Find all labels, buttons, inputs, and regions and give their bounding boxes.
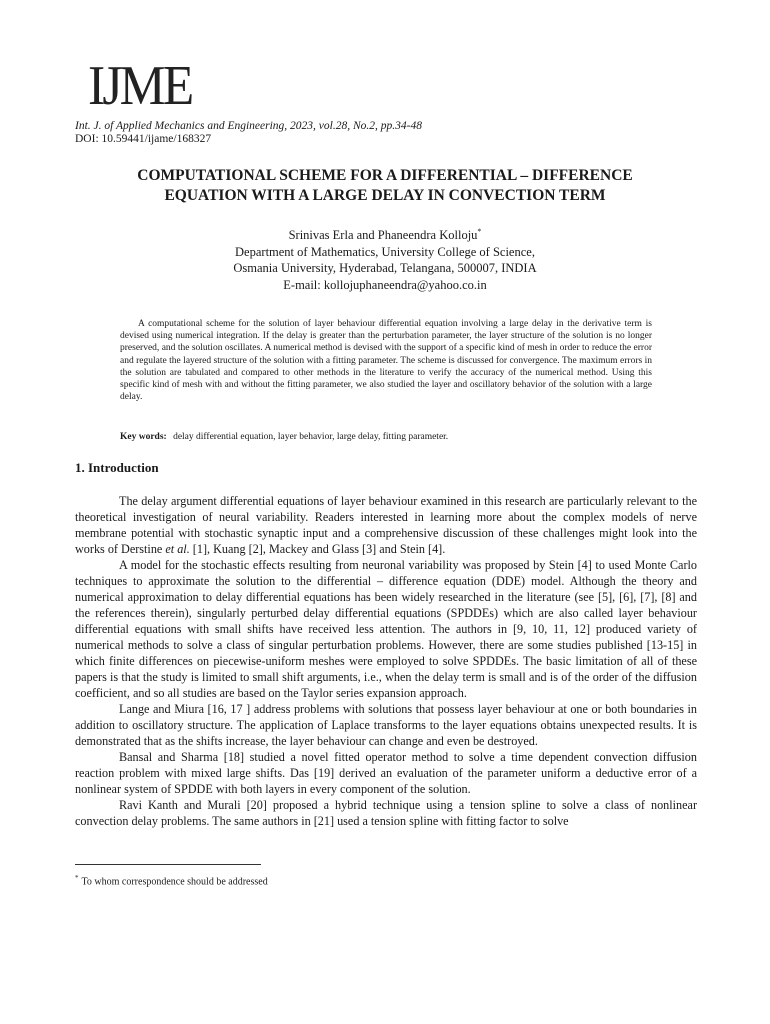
paragraph-1: The delay argument differential equations of layer behaviour examined in this research are particularly relevant to the theoretical investigation of neural variability. Readers interested in learning more about the complex models of nerve membrane potential with stochastic synaptic input and a comprehensive discussion of these challenges might look into the works of Derstine et al. [1], Kuang [2], Mackey and Glass [3] and Stein [4].	[75, 494, 697, 556]
paragraph-5: Ravi Kanth and Murali [20] proposed a hybrid technique using a tension spline to solve a class of nonlinear convection delay problems. The same authors in [21] used a tension spline with fitting factor to solve	[75, 798, 697, 828]
section-body	[75, 493, 697, 829]
footnote-mark: *	[75, 874, 79, 882]
doi[interactable]: DOI: 10.59441/ijame/168327	[75, 133, 212, 145]
author-block	[75, 224, 695, 293]
affiliation-line-2: Osmania University, Hyderabad, Telangana, 500007, INDIA	[233, 261, 537, 276]
journal-logo: IJME	[88, 55, 192, 117]
paragraph-3: Lange and Miura [16, 17 ] address problems with solutions that possess layer behaviour at one or both boundaries in addition to oscillatory structure. The application of Laplace transforms to the layer equations obtains unexpected results. It is demonstrated that as the shifts increase, the layer behaviour can change and even be destroyed.	[75, 702, 697, 748]
abstract: A computational scheme for the solution of layer behaviour differential equation involving a large delay in the derivative term is devised using numerical integration. If the delay is greater than the perturbation parameter, the layer structure of the solution is no longer preserved, and the solution oscillates. A numerical method is devised with the support of a specific kind of mesh in order to reduce the error and regulate the layered structure of the solution with a fitting parameter. The scheme is discussed for convergence. The maximum errors in the solution are tabulated and compared to other methods in the literature to verify the accuracy of the numerical method. Using this specific kind of mesh with and without the fitting parameter, we also studied the layer and oscillatory behavior of the solution with a large delay.	[120, 319, 652, 403]
keywords-list: delay differential equation, layer behavior, large delay, fitting parameter.	[173, 432, 449, 442]
authors: Srinivas Erla and Phaneendra Kolloju	[288, 228, 478, 243]
affiliation-line-1: Department of Mathematics, University College of Science,	[235, 244, 535, 259]
paper-title	[75, 166, 695, 206]
author-email[interactable]: E-mail: kollojuphaneendra@yahoo.co.in	[283, 277, 487, 292]
title-line-1: COMPUTATIONAL SCHEME FOR A DIFFERENTIAL – DIFFERENCE	[137, 167, 633, 184]
paragraph-2: A model for the stochastic effects resulting from neuronal variability was proposed by Stein [4] to used Monte Carlo techniques to approximate the solution to the differential – difference equation (DDE) model. Although the theory and numerical approximation to delay differential equations has been widely researched in the literature (see [5], [6], [7], [8] and the references therein), singularly perturbed delay differential equations (SPDDEs) which are also called layer behaviour differential equations with small shifts have received less attention. The authors in [9, 10, 11, 12] produced variety of numerical methods to solve a class of singular perturbation problems. However, there are some studies published [13-15] in which finite differences on piecewise-uniform meshes were employed to solve SPDDEs. The basic limitation of all of these papers is that the study is limited to small shift arguments, i.e., when the delay term is small and is of the order of the diffusion coefficient, and so all studies are based on the Taylor series expansion approach.	[75, 558, 697, 700]
author-names	[75, 224, 695, 244]
author-footnote-mark: *	[477, 227, 482, 236]
title-line-2: EQUATION WITH A LARGE DELAY IN CONVECTION TERM	[164, 187, 606, 204]
section-heading: 1. Introduction	[75, 460, 159, 475]
et-al: et al.	[165, 542, 190, 556]
footnote-text: To whom correspondence should be addressed	[81, 876, 268, 888]
journal-citation: Int. J. of Applied Mechanics and Engineering, 2023, vol.28, No.2, pp.34-48	[75, 120, 422, 132]
keywords	[120, 431, 680, 443]
footnote	[75, 872, 268, 888]
keywords-label: Key words:	[120, 432, 167, 442]
paragraph-4: Bansal and Sharma [18] studied a novel fitted operator method to solve a time dependent convection diffusion reaction problem with mixed large shifts. Das [19] derived an evaluation of the parameter uniform a deductive error of a nonlinear system of SPDDE with both layers in every component of the solution.	[75, 750, 697, 796]
footnote-divider	[75, 864, 261, 865]
